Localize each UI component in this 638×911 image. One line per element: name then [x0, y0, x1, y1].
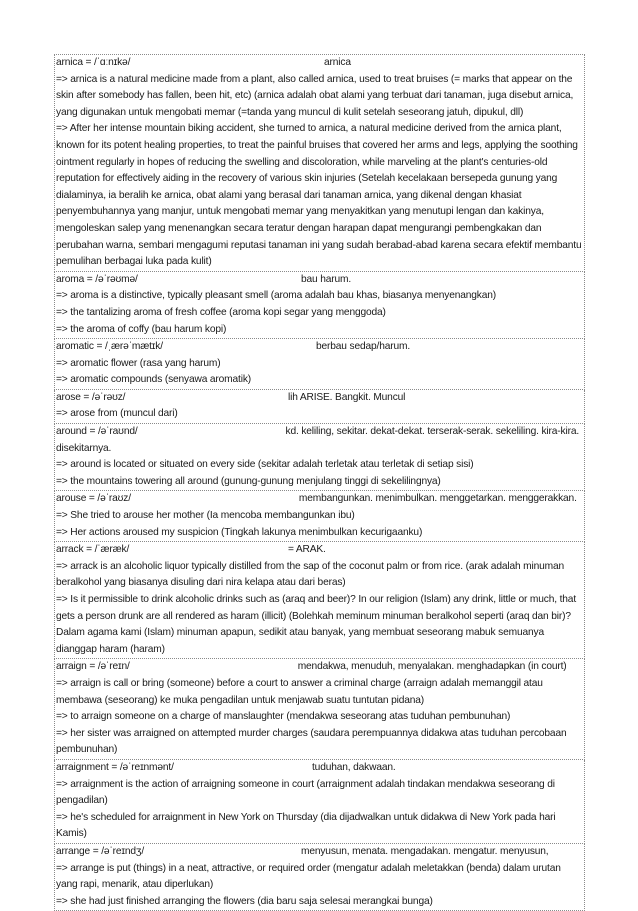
example-line: => aromatic flower (rasa yang harum)	[56, 357, 221, 369]
entry-head	[56, 272, 583, 289]
definition-line: => arrange is put (things) in a neat, attractive, or required order (mengatur adalah meletakkan (benda) dalam urutan yang rapi, menarik, atau diperlukan)	[56, 862, 561, 891]
entry-arraign	[54, 659, 585, 760]
meaning: = ARAK.	[288, 544, 326, 556]
example-line: => Her actions aroused my suspicion (Tingkah lakunya menimbulkan kecurigaanku)	[56, 526, 423, 538]
entry-head	[56, 844, 583, 861]
entry-head	[56, 339, 583, 356]
entry-head	[56, 659, 583, 676]
definition-line: => around is located or situated on every side (sekitar adalah terletak atau terletak di setiap sisi)	[56, 459, 474, 471]
example-line: => the mountains towering all around (gunung-gunung menjulang tinggi di sekelilingnya)	[56, 475, 441, 487]
meaning: membangunkan. menimbulkan. menggetarkan. menggerakkan.	[298, 493, 577, 505]
example-line: => After her intense mountain biking accident, she turned to arnica, a natural medicine derived from the arnica plant, known for its potent healing properties, to treat the painful bruises that covered her arms and legs, applying the soothing ointment regularly in hopes of reducing the swelling and discoloration, while marveling at the plant's centuries-old reputation for effectively aiding in the recovery of various skin injuries (Setelah kecelakaan bersepeda gunung yang dialaminya, ia beralih ke arnica, obat alami yang berasal dari tanaman arnica, yang dikenal dengan khasiat penyembuhannya yang manjur, untuk mengobati memar yang menyakitkan yang menutupi lengan dan kakinya, mengoleskan salep yang menenangkan secara teratur dengan harapan dapat mengurangi pembengkakan dan perubahan warna, sembari mengagumi reputasi tanaman ini yang sudah berabad-abad karena secara efektif membantu pemulihan berbagai luka pada kulit)	[56, 123, 582, 268]
headword: arnica = /ˈɑːnɪkə/	[56, 57, 131, 68]
entry-arraignment	[54, 760, 585, 844]
entry-head	[56, 542, 583, 559]
entry-arrange	[54, 844, 585, 911]
entry-arrack	[54, 542, 585, 659]
meaning: tuduhan, dakwaan.	[312, 761, 396, 773]
entry-around	[54, 424, 585, 491]
example-line: => aromatic compounds (senyawa aromatik)	[56, 374, 252, 386]
entry-head	[56, 760, 583, 777]
entry-arouse	[54, 491, 585, 542]
dictionary-page	[54, 54, 585, 911]
headword: around = /əˈraʊnd/	[56, 426, 138, 438]
meaning: berbau sedap/harum.	[316, 341, 410, 353]
meaning: bau harum.	[301, 273, 352, 285]
example-line: => Is it permissible to drink alcoholic drinks such as (araq and beer)? In our religion (Islam) any drink, little or much, that gets a person drunk are all rendered as haram (illicit) (Bolehkah meminum minuman beralkohol seperti (araq dan bir)? Dalam agama kami (Islam) minuman apapun, sedikit atau banyak, yang membuat seseorang mabuk semuanya dianggap haram (haram)	[56, 594, 576, 655]
definition-line: => aroma is a distinctive, typically pleasant smell (aroma adalah bau khas, biasanya menyenangkan)	[56, 290, 497, 302]
headword: aroma = /əˈrəʊmə/	[56, 273, 138, 285]
example-line: => She tried to arouse her mother (Ia mencoba membangunkan ibu)	[56, 510, 355, 522]
headword: arose = /əˈrəʊz/	[56, 391, 126, 403]
entry-head	[56, 424, 583, 457]
example-line: => her sister was arraigned on attempted murder charges (saudara perempuannya didakwa atas tuduhan percobaan pembunuhan)	[56, 727, 567, 756]
headword: arouse = /əˈraʊz/	[56, 493, 131, 505]
definition-line: => arraignment is the action of arraigning someone in court (arraignment adalah tindakan mendakwa seseorang di pengadilan)	[56, 778, 555, 807]
definition-line: => arnica is a natural medicine made from a plant, also called arnica, used to treat bruises (= marks that appear on the skin after somebody has fallen, been hit, etc) (arnica adalah obat alami yang terbuat dari tanaman, juga disebut arnica, yang digunakan untuk mengobati memar (=tanda yang muncul di kulit setelah seseorang jatuh, dipukul, dll)	[56, 73, 574, 118]
headword: arraignment = /əˈreɪnmənt/	[56, 761, 174, 773]
entry-head	[56, 390, 583, 407]
meaning: arnica	[324, 57, 351, 68]
entry-arose	[54, 390, 585, 424]
example-line: => arose from (muncul dari)	[56, 408, 178, 420]
meaning: lih ARISE. Bangkit. Muncul	[288, 391, 406, 403]
example-line: => she had just finished arranging the flowers (dia baru saja selesai merangkai bunga)	[56, 895, 433, 907]
definition-line: => arrack is an alcoholic liquor typically distilled from the sap of the coconut palm or from rice. (arak adalah minuman beralkohol yang biasanya disuling dari nira kelapa atau dari beras)	[56, 560, 565, 589]
entry-head	[56, 491, 583, 508]
entry-aroma	[54, 272, 585, 339]
definition-line: => arraign is call or bring (someone) before a court to answer a criminal charge (arraign adalah memanggil atau membawa (seseorang) ke muka pengadilan untuk menjawab suatu tuntutan pidana)	[56, 677, 543, 706]
meaning: mendakwa, menuduh, menyalakan. menghadapkan (in court)	[297, 661, 567, 673]
headword: arrange = /əˈreɪndʒ/	[56, 845, 145, 857]
entry-head	[56, 55, 583, 72]
meaning: kd. keliling, sekitar. dekat-dekat. terserak-serak. sekeliling. kira-kira. disekitarnya.	[56, 426, 580, 454]
example-line: => the aroma of coffy (bau harum kopi)	[56, 323, 227, 335]
meaning: menyusun, menata. mengadakan. mengatur. menyusun,	[301, 845, 549, 857]
entry-arnica	[54, 54, 585, 272]
example-line: => to arraign someone on a charge of manslaughter (mendakwa seseorang atas tuduhan pembunuhan)	[56, 711, 511, 723]
example-line: => the tantalizing aroma of fresh coffee (aroma kopi segar yang menggoda)	[56, 306, 386, 318]
example-line: => he's scheduled for arraignment in New York on Thursday (dia dijadwalkan untuk didakwa di New York pada hari Kamis)	[56, 811, 556, 840]
headword: arraign = /əˈreɪn/	[56, 661, 130, 673]
headword: arrack = /ˈæræk/	[56, 544, 130, 556]
entry-aromatic	[54, 339, 585, 390]
headword: aromatic = /ˌærəˈmætɪk/	[56, 341, 163, 353]
